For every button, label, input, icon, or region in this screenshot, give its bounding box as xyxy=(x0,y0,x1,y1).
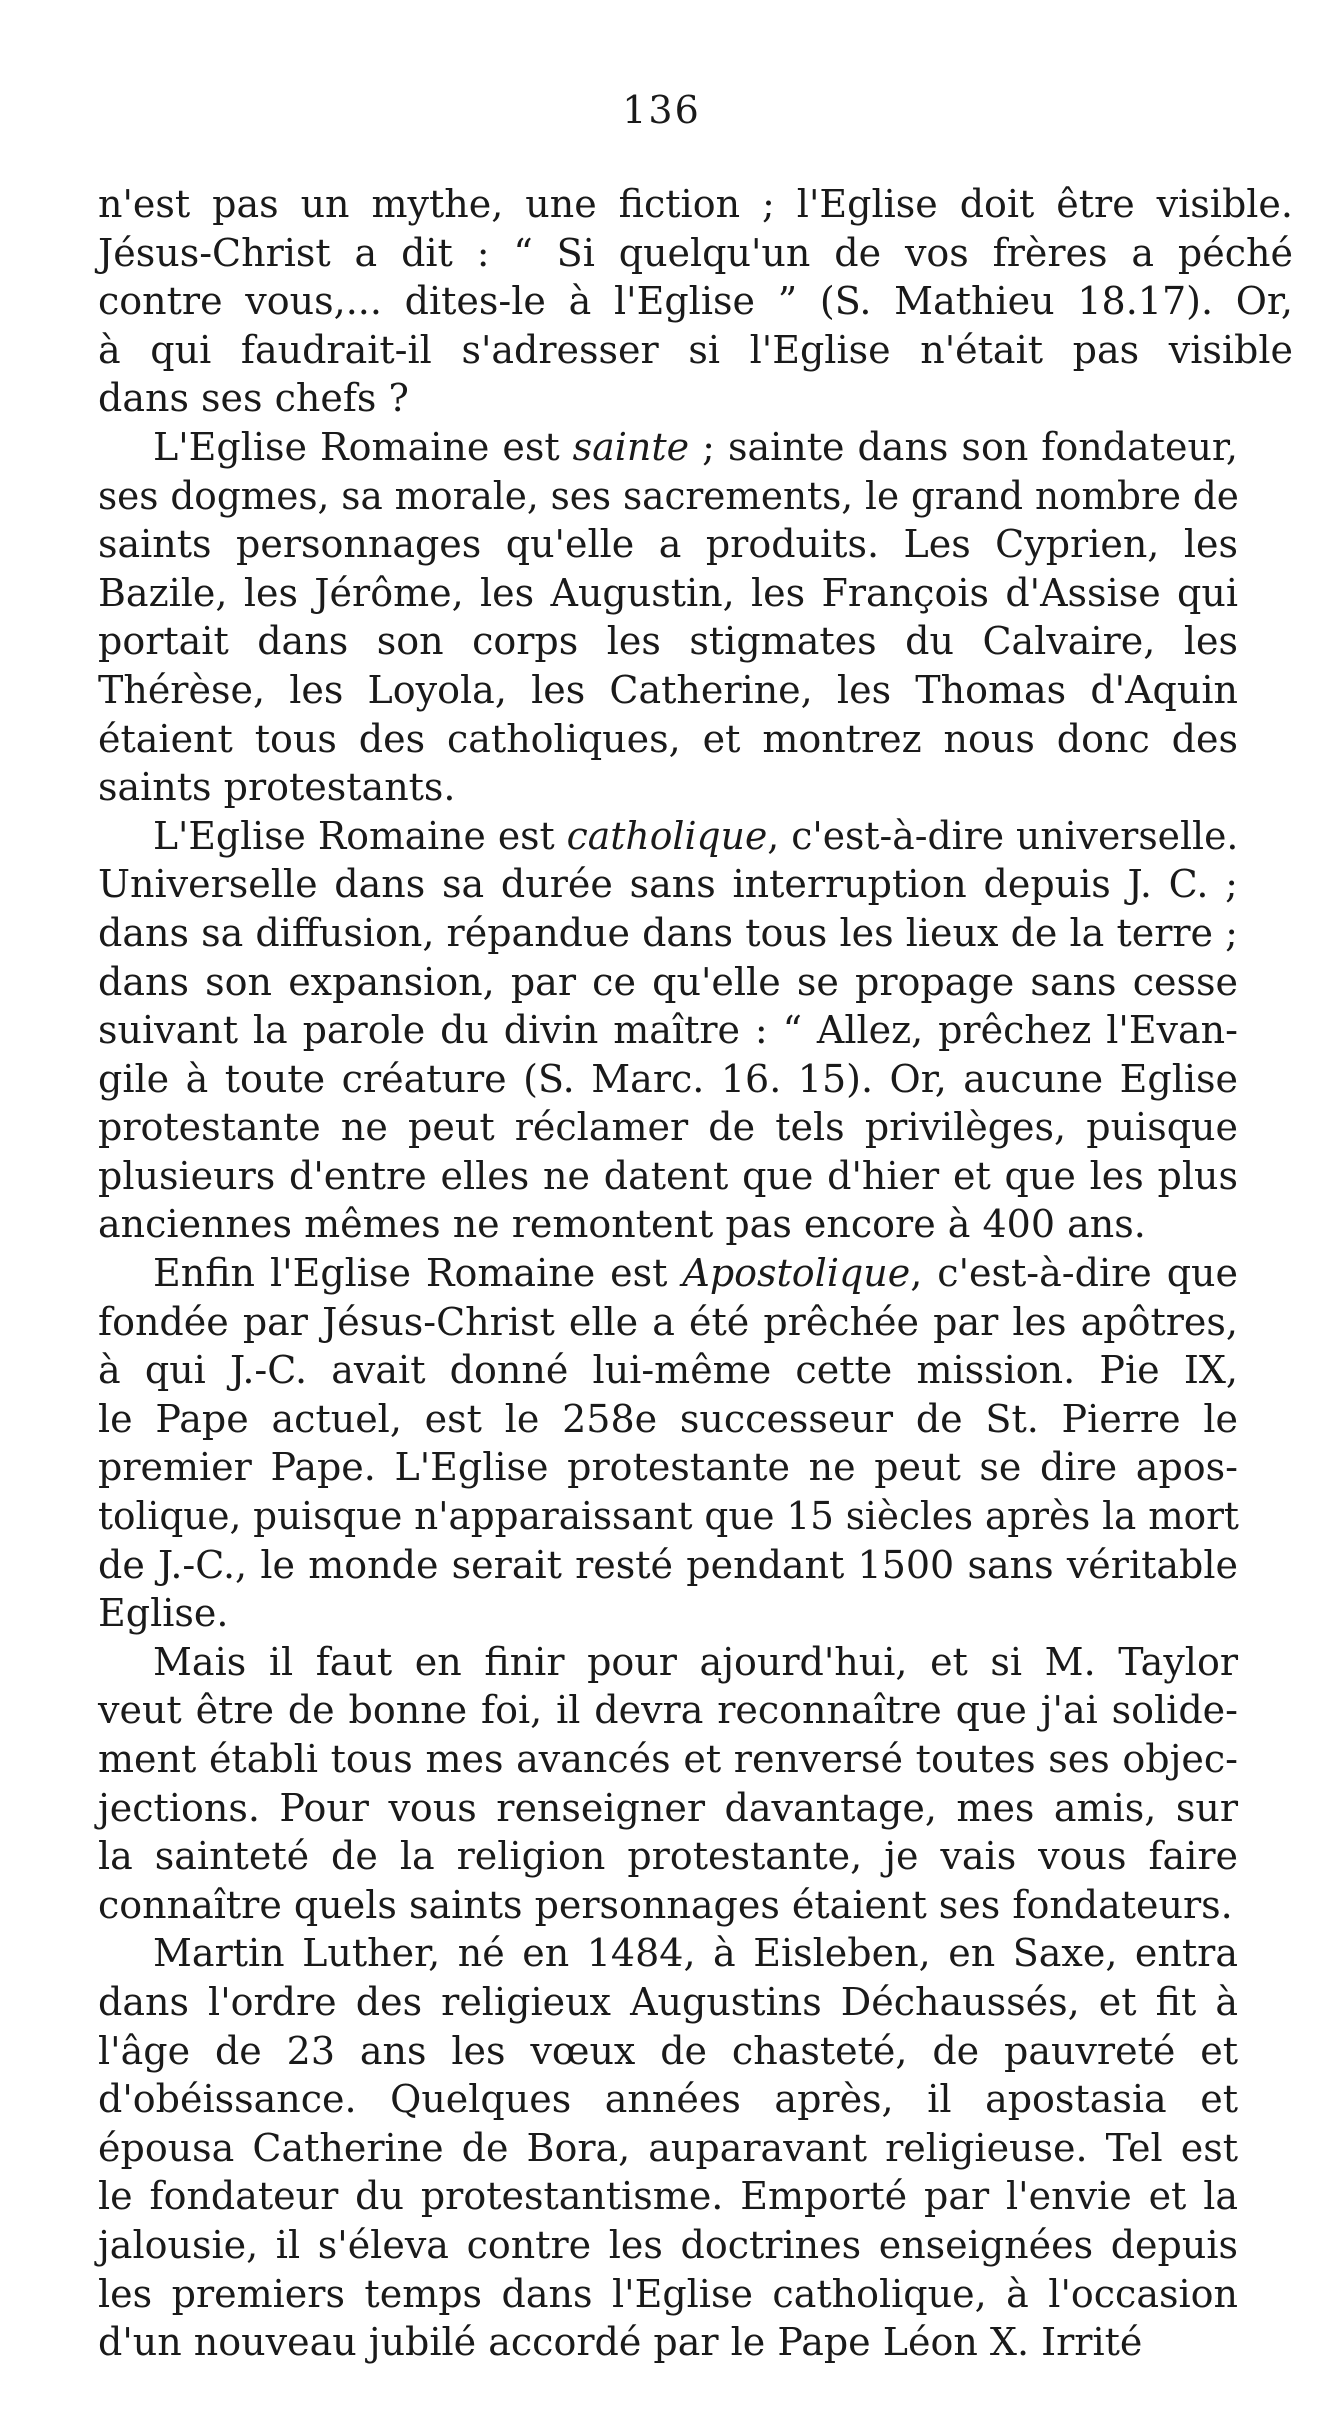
text-line xyxy=(98,180,1293,229)
text-line xyxy=(98,1055,1293,1104)
text-run: gile à toute créature (S. Marc. 16. 15). Or, aucune Eglise xyxy=(98,1056,1238,1101)
text-line xyxy=(98,1006,1293,1055)
text-run: protestante ne peut réclamer de tels privilèges, puisque xyxy=(98,1105,1238,1150)
text-line xyxy=(98,1443,1293,1492)
text-line xyxy=(98,326,1293,375)
text-line xyxy=(153,1249,1293,1298)
text-run: de J.-C., le monde serait resté pendant 1500 sans véritable xyxy=(98,1542,1238,1587)
text-line xyxy=(98,1395,1293,1444)
text-line xyxy=(98,1978,1293,2027)
text-run: Mais il faut en finir pour ajourd'hui, et si M. Taylor xyxy=(153,1639,1238,1684)
text-line xyxy=(98,715,1293,764)
text-run: d'obéissance. Quelques années après, il apostasia et xyxy=(98,2077,1238,2122)
text-run: Enfin l'Eglise Romaine est xyxy=(153,1251,683,1296)
text-run: dans son expansion, par ce qu'elle se propage sans cesse xyxy=(98,959,1238,1004)
text-run: l'âge de 23 ans les vœux de chasteté, de pauvreté et xyxy=(98,2028,1238,2073)
text-run: le Pape actuel, est le 258e successeur de St. Pierre le xyxy=(98,1396,1238,1441)
text-run: connaître quels saints personnages étaient ses fondateurs. xyxy=(98,1882,1233,1927)
text-run: , c'est-à-dire universelle. xyxy=(767,813,1239,858)
text-run: plusieurs d'entre elles ne datent que d'hier et que les plus xyxy=(98,1153,1238,1198)
text-run: jalousie, il s'éleva contre les doctrines enseignées depuis xyxy=(98,2222,1238,2267)
text-line xyxy=(98,1686,1293,1735)
text-run: anciennes mêmes ne remontent pas encore à 400 ans. xyxy=(98,1202,1146,1247)
text-line xyxy=(98,909,1293,958)
text-run: veut être de bonne foi, il devra reconnaître que j'ai solide- xyxy=(98,1688,1238,1733)
text-line xyxy=(98,666,1293,715)
text-line xyxy=(98,2075,1293,2124)
text-line xyxy=(98,1298,1293,1347)
text-line xyxy=(98,1589,1293,1638)
text-line xyxy=(98,277,1293,326)
paragraph xyxy=(98,180,1293,423)
text-run: Eglise. xyxy=(98,1591,229,1636)
text-line xyxy=(98,1103,1293,1152)
text-run: jections. Pour vous renseigner davantage, mes amis, sur xyxy=(98,1785,1238,1830)
text-line xyxy=(98,1784,1293,1833)
text-run: la sainteté de la religion protestante, je vais vous faire xyxy=(98,1834,1238,1879)
text-run: épousa Catherine de Bora, auparavant religieuse. Tel est xyxy=(98,2125,1238,2170)
text-line xyxy=(98,2172,1293,2221)
text-line xyxy=(98,1200,1293,1249)
italic-term: Apostolique xyxy=(682,1251,911,1296)
text-run: dans ses chefs ? xyxy=(98,376,409,421)
text-line xyxy=(153,812,1293,861)
text-run: étaient tous des catholiques, et montrez nous donc des xyxy=(98,716,1238,761)
italic-term: sainte xyxy=(572,424,690,469)
text-line xyxy=(98,2270,1293,2319)
italic-term: catholique xyxy=(566,813,768,858)
text-run: ses dogmes, sa morale, ses sacrements, le grand nombre de xyxy=(98,473,1239,518)
text-run: Thérèse, les Loyola, les Catherine, les Thomas d'Aquin xyxy=(98,667,1238,712)
text-line xyxy=(98,229,1293,278)
text-run: le fondateur du protestantisme. Emporté par l'envie et la xyxy=(98,2174,1238,2219)
page-number: 136 xyxy=(622,88,701,132)
text-line xyxy=(153,423,1293,472)
text-run: n'est pas un mythe, une fiction ; l'Eglise doit être visible. xyxy=(98,182,1293,226)
paragraph xyxy=(98,1249,1293,1638)
text-line xyxy=(98,2221,1293,2270)
text-run: tolique, puisque n'apparaissant que 15 siècles après la mort xyxy=(98,1494,1239,1539)
paragraph xyxy=(98,1929,1293,2366)
text-line xyxy=(98,1346,1293,1395)
text-line xyxy=(98,520,1293,569)
text-run: Jésus-Christ a dit : “ Si quelqu'un de vos frères a péché xyxy=(98,230,1293,275)
text-run: ; sainte dans son fondateur, xyxy=(689,424,1238,469)
paragraph xyxy=(98,1638,1293,1930)
text-run: suivant la parole du divin maître : “ Allez, prêchez l'Evan- xyxy=(98,1008,1238,1053)
text-run: L'Eglise Romaine est xyxy=(153,813,567,858)
text-line xyxy=(98,860,1293,909)
text-run: premier Pape. L'Eglise protestante ne peut se dire apos- xyxy=(98,1445,1238,1490)
text-run: Universelle dans sa durée sans interruption depuis J. C. ; xyxy=(98,862,1238,907)
text-run: fondée par Jésus-Christ elle a été prêchée par les apôtres, xyxy=(98,1299,1238,1344)
text-run: ment établi tous mes avancés et renversé toutes ses objec- xyxy=(98,1737,1238,1781)
text-run: les premiers temps dans l'Eglise catholique, à l'occasion xyxy=(98,2271,1238,2316)
text-run: à qui J.-C. avait donné lui-même cette mission. Pie IX, xyxy=(98,1348,1238,1393)
text-line xyxy=(98,2124,1293,2173)
text-line xyxy=(153,1929,1293,1978)
body-text xyxy=(98,180,1293,2367)
text-run: dans l'ordre des religieux Augustins Déchaussés, et fit à xyxy=(98,1979,1238,2024)
text-line xyxy=(98,374,1293,423)
text-line xyxy=(98,1152,1293,1201)
text-run: , c'est-à-dire que xyxy=(910,1251,1238,1296)
text-line xyxy=(98,2318,1293,2367)
text-run: saints personnages qu'elle a produits. Les Cyprien, les xyxy=(98,522,1238,567)
text-line xyxy=(98,1735,1293,1784)
text-run: à qui faudrait-il s'adresser si l'Eglise n'était pas visible xyxy=(98,327,1293,372)
text-run: contre vous,... dites-le à l'Eglise ” (S. Mathieu 18.17). Or, xyxy=(98,279,1293,324)
text-run: Martin Luther, né en 1484, à Eisleben, en Saxe, entra xyxy=(153,1931,1238,1976)
text-line xyxy=(98,472,1293,521)
text-run: L'Eglise Romaine est xyxy=(153,424,573,469)
text-run: Bazile, les Jérôme, les Augustin, les François d'Assise qui xyxy=(98,570,1238,615)
text-line xyxy=(98,569,1293,618)
text-line xyxy=(98,1832,1293,1881)
text-line xyxy=(153,1638,1293,1687)
text-line xyxy=(98,1881,1293,1930)
text-run: portait dans son corps les stigmates du Calvaire, les xyxy=(98,619,1238,664)
paragraph xyxy=(98,812,1293,1249)
text-run: saints protestants. xyxy=(98,765,456,810)
text-line xyxy=(98,2027,1293,2076)
text-line xyxy=(98,1541,1293,1590)
text-run: d'un nouveau jubilé accordé par le Pape Léon X. Irrité xyxy=(98,2320,1143,2365)
text-line xyxy=(98,958,1293,1007)
text-run: dans sa diffusion, répandue dans tous les lieux de la terre ; xyxy=(98,910,1238,955)
paragraph xyxy=(98,423,1293,812)
text-line xyxy=(98,617,1293,666)
text-line xyxy=(98,763,1293,812)
text-line xyxy=(98,1492,1293,1541)
